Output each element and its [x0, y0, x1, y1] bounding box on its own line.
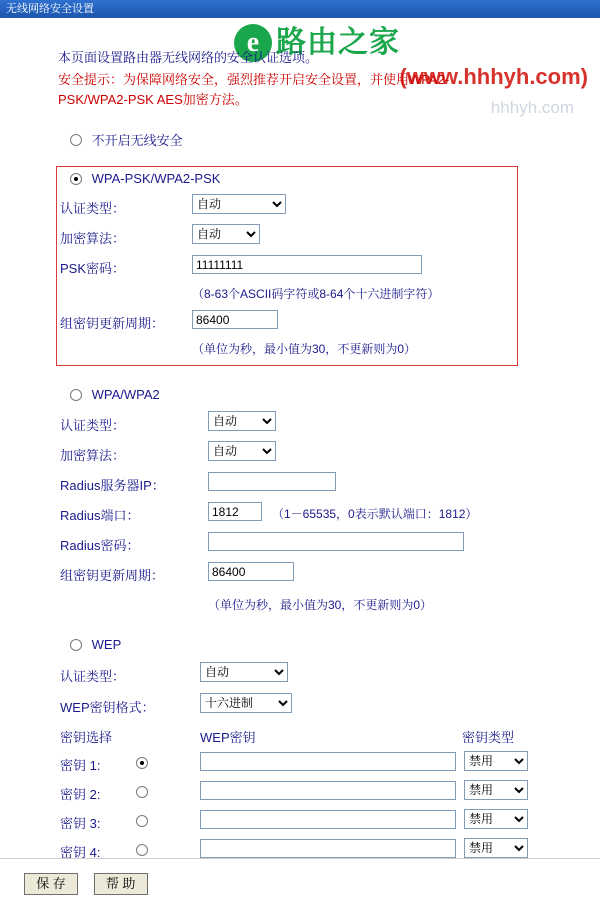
wep-key-4-radio-wrap[interactable] [136, 841, 148, 856]
wpa-cipher-select[interactable] [208, 441, 276, 461]
radio-no-security[interactable] [70, 134, 82, 146]
option-wep-label: WEP [91, 637, 122, 653]
option-no-security[interactable] [70, 130, 183, 149]
wep-key-2-input[interactable] [200, 781, 456, 800]
wep-auth-type-select[interactable] [200, 662, 288, 682]
security-warning [58, 70, 518, 110]
wpa-group-key-label: 组密钥更新周期： [60, 568, 165, 583]
wpa-group-key-hint: （单位为秒，最小值为30，不更新则为0） [208, 598, 433, 612]
wep-key-3-input[interactable] [200, 810, 456, 829]
wep-key-2-type-select[interactable] [464, 780, 528, 800]
radius-port-hint: （1－65535，0表示默认端口：1812） [272, 507, 478, 521]
radio-wep-key-2[interactable] [136, 786, 148, 798]
wep-key-4-label: 密钥 4: [60, 845, 101, 860]
footer-divider [0, 858, 600, 859]
wep-key-1-label: 密钥 1: [60, 758, 101, 773]
help-button[interactable]: 帮 助 [94, 873, 148, 895]
wep-key-1-radio-wrap[interactable] [136, 754, 148, 769]
radio-wpa[interactable] [70, 389, 82, 401]
window-title: 无线网络安全设置 [6, 3, 94, 15]
save-button[interactable]: 保 存 [24, 873, 78, 895]
wpa-psk-group-key-hint: （单位为秒，最小值为30，不更新则为0） [192, 342, 417, 356]
wep-auth-type-label: 认证类型： [60, 669, 126, 684]
wep-col-select-header: 密钥选择 [60, 730, 113, 745]
wep-col-type-header: 密钥类型 [462, 730, 515, 745]
wpa-auth-type-select[interactable] [208, 411, 276, 431]
wep-key-3-radio-wrap[interactable] [136, 812, 148, 827]
wep-key-2-radio-wrap[interactable] [136, 783, 148, 798]
option-wep[interactable] [70, 636, 121, 652]
radio-wpa-psk[interactable] [70, 173, 82, 185]
option-no-security-label: 不开启无线安全 [91, 133, 183, 148]
wep-key-1-type-select[interactable] [464, 751, 528, 771]
wep-key-format-label: WEP密钥格式： [60, 700, 155, 715]
page-description: 本页面设置路由器无线网络的安全认证选项。 [58, 50, 319, 65]
radius-password-input[interactable] [208, 532, 464, 551]
wep-key-4-input[interactable] [200, 839, 456, 858]
radius-port-label: Radius端口： [60, 508, 140, 523]
wpa-psk-group-key-input[interactable] [192, 310, 278, 329]
radius-server-ip-input[interactable] [208, 472, 336, 491]
wpa-psk-auth-type-select[interactable] [192, 194, 286, 214]
wpa-psk-password-hint: （8-63个ASCII码字符或8-64个十六进制字符） [192, 287, 440, 301]
wep-key-3-type-select[interactable] [464, 809, 528, 829]
wpa-psk-auth-type-label: 认证类型： [60, 201, 126, 216]
security-warning-line2: PSK/WPA2-PSK AES加密方法。 [58, 92, 248, 107]
radio-wep-key-3[interactable] [136, 815, 148, 827]
wep-key-3-label: 密钥 3: [60, 816, 101, 831]
wpa-psk-cipher-select[interactable] [192, 224, 260, 244]
page-content [0, 18, 600, 910]
radio-wep-key-4[interactable] [136, 844, 148, 856]
wep-key-2-label: 密钥 2: [60, 787, 101, 802]
logo-text: 路由之家 [276, 26, 400, 59]
wep-col-key-header: WEP密钥 [200, 730, 256, 745]
radio-wep[interactable] [70, 639, 82, 651]
wpa-group-key-input[interactable] [208, 562, 294, 581]
radius-password-label: Radius密码： [60, 538, 140, 553]
option-wpa-psk-label: WPA-PSK/WPA2-PSK [91, 171, 221, 187]
watermark-ghost-text: hhhyh.com [490, 98, 574, 117]
wpa-psk-group-key-label: 组密钥更新周期： [60, 316, 165, 331]
option-wpa-label: WPA/WPA2 [91, 387, 160, 403]
radio-wep-key-1[interactable] [136, 757, 148, 769]
logo-circle-icon: e [234, 24, 272, 62]
wpa-psk-password-label: PSK密码： [60, 261, 126, 276]
wep-key-4-type-select[interactable] [464, 838, 528, 858]
wep-key-1-input[interactable] [200, 752, 456, 771]
footer-buttons [24, 873, 160, 895]
wpa-auth-type-label: 认证类型： [60, 418, 126, 433]
option-wpa-psk[interactable] [70, 170, 220, 186]
watermark-url: (www.hhhyh.com) [399, 64, 588, 89]
radius-port-input[interactable] [208, 502, 262, 521]
radius-server-ip-label: Radius服务器IP： [60, 478, 165, 493]
option-wpa[interactable] [70, 386, 160, 402]
wpa-psk-password-input[interactable] [192, 255, 422, 274]
security-warning-line1: 安全提示：为保障网络安全，强烈推荐开启安全设置，并使用WPA2- [58, 72, 450, 87]
window-title-bar [0, 0, 600, 18]
wpa-psk-cipher-label: 加密算法： [60, 231, 126, 246]
wep-key-format-select[interactable] [200, 693, 292, 713]
wpa-cipher-label: 加密算法： [60, 448, 126, 463]
